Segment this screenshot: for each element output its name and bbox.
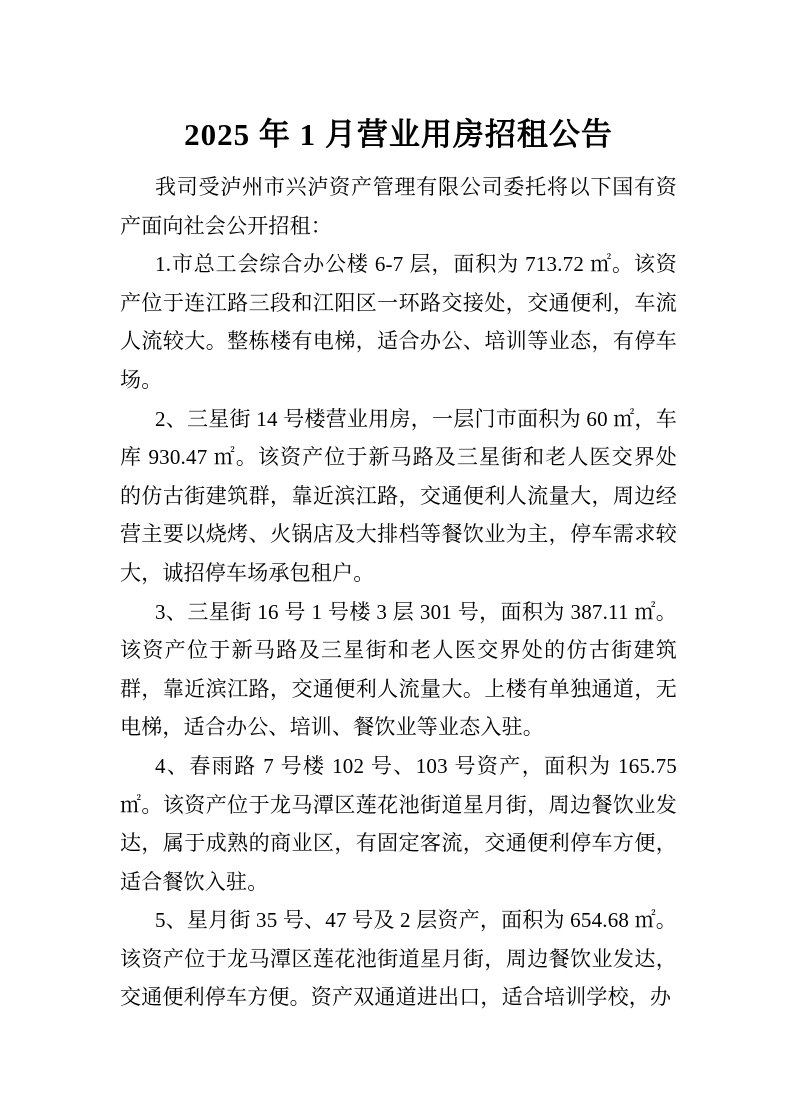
document-title: 2025 年 1 月营业用房招租公告 bbox=[184, 117, 613, 152]
listing-item-2: 2、三星街 14 号楼营业用房，一层门市面积为 60 ㎡，车库 930.47 ㎡。该资产位于新马路及三星街和老人医交界处的仿古街建筑群，靠近滨江路，交通便利人流量大，周边经营主要以烧烤、火锅店及大排档等餐饮业为主，停车需求较大，诚招停车场承包租户。 bbox=[120, 406, 677, 585]
listing-item-5: 5、星月街 35 号、47 号及 2 层资产，面积为 654.68 ㎡。该资产位于龙马潭区莲花池街道星月街，周边餐饮业发达，交通便利停车方便。资产双通道进出口，适合培训学校，办 bbox=[120, 908, 677, 1010]
intro-paragraph: 我司受泸州市兴泸资产管理有限公司委托将以下国有资产面向社会公开招租： bbox=[120, 175, 677, 238]
listing-item-1: 1.市总工会综合办公楼 6-7 层，面积为 713.72 ㎡。该资产位于连江路三段和江阳区一环路交接处，交通便利，车流人流较大。整栋楼有电梯，适合办公、培训等业态，有停车场。 bbox=[120, 252, 677, 392]
listing-item-3: 3、三星街 16 号 1 号楼 3 层 301 号，面积为 387.11 ㎡。该资产位于新马路及三星街和老人医交界处的仿古街建筑群，靠近滨江路，交通便利人流量大。上楼有单独通道，无电梯，适合办公、培训、餐饮业等业态入驻。 bbox=[120, 599, 677, 740]
listing-item-4: 4、春雨路 7 号楼 102 号、103 号资产，面积为 165.75 ㎡。该资产位于龙马潭区莲花池街道星月街，周边餐饮业发达，属于成熟的商业区，有固定客流，交通便利停车方便，适合餐饮入驻。 bbox=[120, 753, 677, 894]
